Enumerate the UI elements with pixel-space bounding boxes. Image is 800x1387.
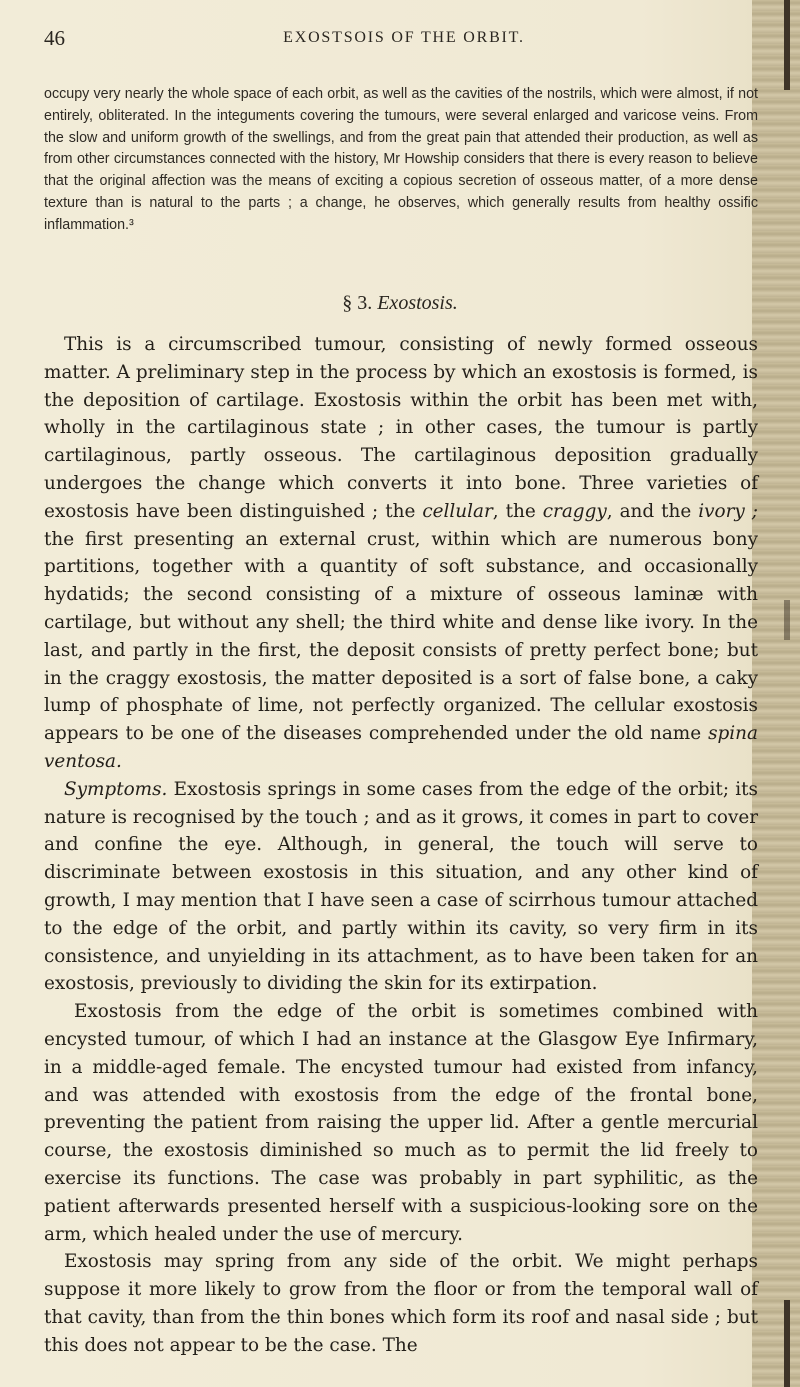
main-text [44,331,758,1359]
text-run: Exostosis springs in some cases from the edge of the orbit; its nature is recognised by the touch ; and as it grows, it comes in part to cover and confine the eye. Although, in general, the touch will serve to discriminate between exostosis in this situation, and any other kind of growth, I may mention that I have seen a case of scirrhous tumour attached to the edge of the orbit, and partly within its cavity, so very firm in its consistence, and unyielding in its attachment, as to have been taken for an exostosis, previously to dividing the skin for its extirpation. [44,778,759,995]
paragraph-location: Exostosis may spring from any side of the orbit. We might perhaps suppose it more likely to grow from the floor or from the temporal wall of that cavity, than from the thin bones which form its roof and nasal side ; but this does not appear to be the case. The [44,1251,758,1356]
text-run: , and the [606,500,699,522]
text-run: , the [492,500,543,522]
running-title: EXOSTSOIS OF THE ORBIT. [283,29,525,46]
section-heading [0,292,800,315]
page-number: 46 [44,26,65,50]
text-run: This is a circumscribed tumour, consisting of newly formed osseous matter. A preliminary step in the process by which an exostosis is formed, is the deposition of cartilage. Exostosis within the orbit has been met with, wholly in the cartilaginous state ; in other cases, the tumour is partly cartilaginous, partly osseous. The cartilaginous deposition gradually undergoes the change which converts it into bone. Three varieties of exostosis have been distinguished ; the [44,334,758,522]
section-title: Exostosis. [377,292,458,314]
term-spina-ventosa: spina ventosa. [44,723,758,772]
page-edge-shadow [752,0,800,1387]
term-ivory: ivory ; [698,500,758,522]
paragraph-definition [44,331,758,776]
page-header [44,26,764,54]
paragraph-symptoms [44,776,758,998]
text-run: the first presenting an external crust, within which are numerous bony partitions, together with a quantity of soft substance, and occasionally hydatids; the second consisting of a mixture of osseous laminæ with cartilage, but without any shell; the third white and dense like ivory. In the last, and partly in the first, the deposit consists of pretty perfect bone; but in the craggy exostosis, the matter deposited is a sort of false bone, a caky lump of phosphate of lime, not perfectly organized. The cellular exostosis appears to be one of the diseases comprehended under the old name [44,528,758,745]
term-cellular: cellular [422,500,493,522]
preceding-paragraph: occupy very nearly the whole space of each orbit, as well as the cavities of the nostrils, which were almost, if not entirely, obliterated. In the integuments covering the tumours, were several enlarged and varicose veins. From the slow and uniform growth of the swellings, and from the great pain that attended their production, as well as from other circumstances connected with the history, Mr Howship considers that there is every reason to believe that the original affection was the means of exciting a copious secretion of osseous matter, of a more dense texture than is natural to the parts ; a change, he observes, which generally results from healthy ossific inflammation.³ [44,86,758,233]
term-craggy: craggy [542,500,607,522]
section-number: § 3. [342,292,373,314]
symptoms-label: Symptoms. [64,778,168,800]
paragraph-encysted: Exostosis from the edge of the orbit is sometimes combined with encysted tumour, of which I had an instance at the Glasgow Eye Infirmary, in a middle-aged female. The encysted tumour had existed from infancy, and was attended with exostosis from the edge of the frontal bone, preventing the patient from raising the upper lid. After a gentle mercurial course, the exostosis diminished so much as to permit the lid freely to exercise its functions. The case was probably in part syphilitic, as the patient afterwards presented herself with a suspicious-looking sore on the arm, which healed under the use of mercury. [44,1001,758,1245]
